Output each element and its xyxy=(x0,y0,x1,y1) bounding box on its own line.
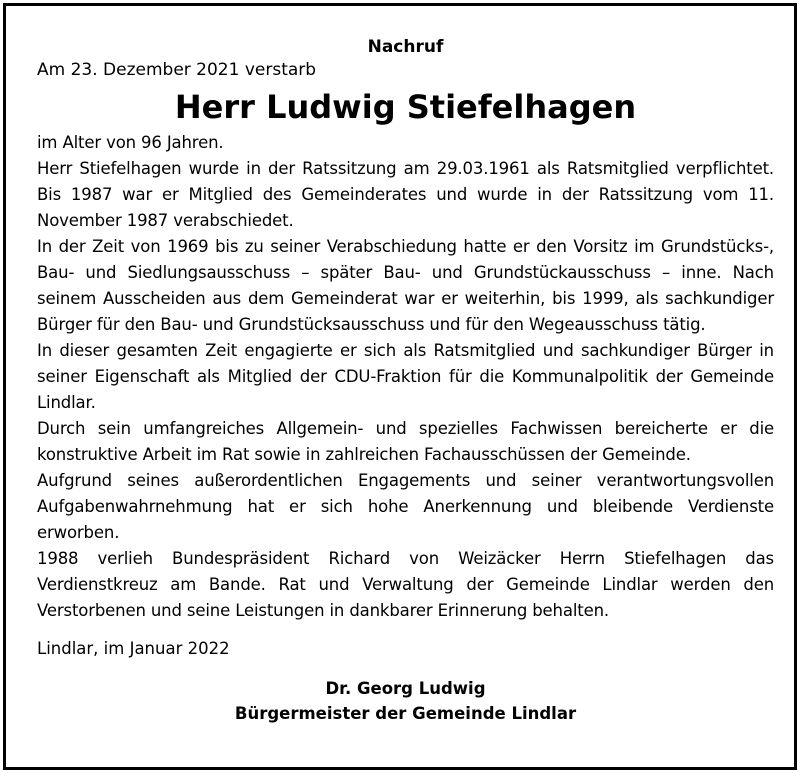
signer-name: Dr. Georg Ludwig xyxy=(325,679,486,698)
age-paragraph: im Alter von 96 Jahren. xyxy=(37,133,224,152)
engagement-paragraph: In dieser gesamten Zeit engagierte er sich als Ratsmitglied und sachkundiger Bürger in seiner Eigenschaft als Mitglied der CDU-Fraktion für die Kommunalpolitik der Gemeinde Lindlar. xyxy=(37,341,774,412)
council-paragraph: Herr Stiefelhagen wurde in der Ratssitzung am 29.03.1961 als Ratsmitglied verpflichtet. Bis 1987 war er Mitglied des Gemeinderates und wurde in der Ratssitzung vom 11. November 1987 verabschiedet. xyxy=(37,159,774,230)
intro-line: Am 23. Dezember 2021 verstarb xyxy=(37,60,317,80)
recognition-paragraph: Aufgrund seines außerordentlichen Engagements und seiner verantwortungsvollen Aufgabenwahrnehmung hat er sich hohe Anerkennung und bleibende Verdienste erworben. xyxy=(37,471,774,542)
obituary-content xyxy=(37,36,774,726)
obituary-body xyxy=(37,130,774,624)
award-paragraph: 1988 verlieh Bundespräsident Richard von Weizäcker Herrn Stiefelhagen das Verdienstkreuz am Bande. Rat und Verwaltung der Gemeinde Lindlar werden den Verstorbenen und seine Leistungen in dankbarer Erinnerung behalten. xyxy=(37,549,774,620)
expertise-paragraph: Durch sein umfangreiches Allgemein- und spezielles Fachwissen bereicherte er die konstruktive Arbeit im Rat sowie in zahlreichen Fachausschüssen der Gemeinde. xyxy=(37,419,774,464)
signature-block xyxy=(37,676,774,726)
deceased-name: Herr Ludwig Stiefelhagen xyxy=(174,88,637,126)
signer-title: Bürgermeister der Gemeinde Lindlar xyxy=(234,704,577,723)
committee-paragraph: In der Zeit von 1969 bis zu seiner Verabschiedung hatte er den Vorsitz im Grundstücks-, Bau- und Siedlungsausschuss – später Bau- und Grundstückausschuss – inne. Nach seinem Ausscheiden aus dem Gemeinderat war er weiterhin, bis 1999, als sachkundiger Bürger für den Bau- und Grundstücksausschuss und für den Wegeausschuss tätig. xyxy=(37,237,774,334)
place-date: Lindlar, im Januar 2022 xyxy=(37,639,230,658)
obituary-frame xyxy=(3,3,797,770)
notice-header: Nachruf xyxy=(367,37,444,57)
